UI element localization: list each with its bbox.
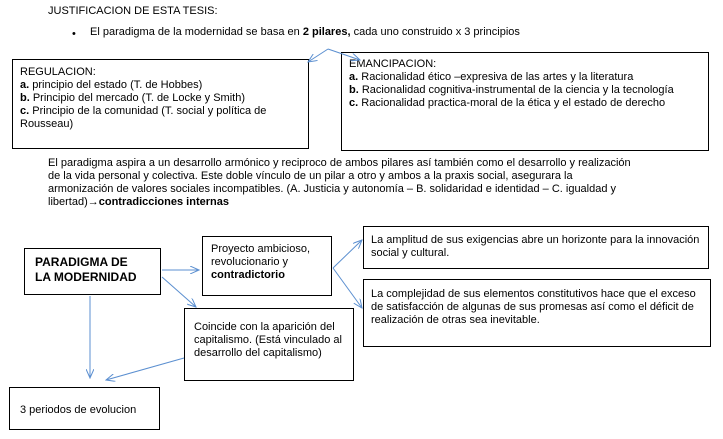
regulacion-item-a: a. principio del estado (T. de Hobbes) — [20, 79, 203, 91]
emancipacion-item-b: b. Racionalidad cognitiva-instrumental de la ciencia y la tecnología — [349, 84, 674, 96]
bullet-pre: El paradigma de la modernidad se basa en — [90, 26, 303, 38]
bullet-icon: • — [72, 28, 76, 40]
arrow-capitalismo-periodos — [106, 358, 184, 380]
paradigma-line2: LA MODERNIDAD — [35, 270, 137, 284]
emancipacion-item-c: c. Racionalidad practica-moral de la ética y el estado de derecho — [349, 97, 666, 109]
arrow-proyecto-amplitud — [333, 240, 362, 268]
periodos-text: 3 periodos de evolucion — [20, 404, 137, 416]
regulacion-heading: REGULACION: — [20, 66, 96, 78]
proyecto-bold: contradictorio — [211, 269, 285, 281]
capitalismo-text: Coincide con la aparición del capitalismo. (Está vinculado al desarrollo del capitalismo) — [194, 321, 342, 359]
regulacion-item-c: c. Principio de la comunidad (T. social y política de Rousseau) — [20, 105, 267, 130]
regulacion-item-b: b. Principio del mercado (T. de Locke y Smith) — [20, 92, 245, 104]
page-title: JUSTIFICACION DE ESTA TESIS: — [48, 5, 218, 17]
amplitud-text: La amplitud de sus exigencias abre un horizonte para la innovación social y cultural. — [371, 234, 700, 259]
emancipacion-heading: EMANCIPACION: — [349, 58, 437, 70]
emancipacion-item-a: a. Racionalidad ético –expresiva de las artes y la literatura — [349, 71, 634, 83]
paragraph-arrow: → — [87, 196, 99, 208]
paradigma-line1: PARADIGMA DE — [35, 255, 128, 269]
bullet-bold: 2 pilares, — [302, 26, 351, 38]
bullet-post: cada uno construido x 3 principios — [350, 26, 520, 38]
proyecto-pre: Proyecto ambicioso, revolucionario y — [211, 243, 311, 268]
paragraph-text: El paradigma aspira a un desarrollo armónico y reciproco de ambos pilares así también como el desarrollo y realización de la vida personal y colectiva. Este doble vínculo de un pilar a otro y ambos a la praxis social, asegurara la armonización de valores sociales incompatibles. (A. Justicia y autonomía – B. solidaridad e identidad – C. igualdad y libertad) — [48, 157, 631, 208]
paragraph-bold: contradicciones internas — [98, 196, 229, 208]
arrow-proyecto-complejidad — [333, 268, 362, 308]
arrow-pillars-right — [328, 49, 360, 60]
arrow-pillars-left — [308, 49, 328, 62]
arrow-paradigma-capitalismo — [162, 277, 196, 307]
complejidad-text: La complejidad de sus elementos constitutivos hace que el exceso de satisfacción de algunas de sus promesas así como el déficit de realización de otras sea inevitable. — [371, 288, 696, 326]
